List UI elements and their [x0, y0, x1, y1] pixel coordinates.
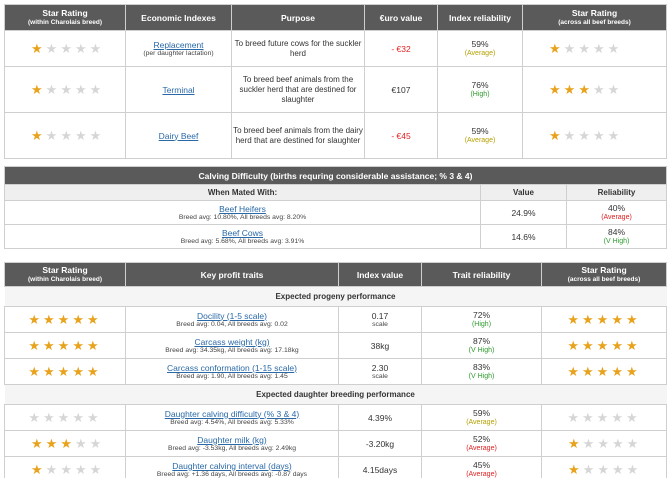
- star-icon: ★: [625, 337, 641, 353]
- trait-reliability: 87% (V High): [422, 333, 542, 359]
- star-icon: ★: [607, 40, 623, 56]
- star-icon: ★: [597, 435, 612, 451]
- star-icon: ★: [596, 363, 612, 379]
- star-icon: ★: [74, 40, 90, 56]
- star-icon: ★: [28, 363, 44, 379]
- header-star-rating-within: Star Rating (within Charolais breed): [5, 263, 126, 287]
- star-icon: ★: [28, 337, 44, 353]
- star-icon: ★: [31, 127, 46, 143]
- daughter-performance-heading: Expected daughter breeding performance: [5, 385, 667, 405]
- star-icon: ★: [57, 409, 73, 425]
- star-rating-across: [523, 113, 667, 159]
- trait-reliability: 72% (High): [422, 307, 542, 333]
- star-rating-across: [523, 67, 667, 113]
- star-icon: ★: [43, 409, 58, 425]
- star-rating-across: [542, 431, 667, 457]
- star-icon: ★: [45, 435, 61, 451]
- star-icon: ★: [86, 409, 102, 425]
- star-rating-within: [5, 359, 126, 385]
- carcass-weight-link[interactable]: Carcass weight (kg): [194, 336, 270, 347]
- star-icon: ★: [607, 81, 623, 97]
- star-icon: ★: [74, 127, 90, 143]
- purpose-text: To breed beef animals from the suckler herd that are destined for slaughter: [232, 67, 365, 113]
- euro-value: - €45: [365, 113, 438, 159]
- star-icon: ★: [578, 40, 593, 56]
- star-rating-within: [5, 405, 126, 431]
- euro-value: - €32: [365, 31, 438, 67]
- beef-heifers-link[interactable]: Beef Heifers: [219, 203, 266, 214]
- star-icon: ★: [89, 81, 105, 97]
- key-profit-traits-table: [4, 262, 667, 478]
- star-icon: ★: [563, 127, 579, 143]
- star-icon: ★: [72, 363, 87, 379]
- euro-value: €107: [365, 67, 438, 113]
- star-icon: ★: [607, 127, 623, 143]
- star-icon: ★: [57, 363, 73, 379]
- star-icon: ★: [74, 81, 90, 97]
- header-trait-reliability: Trait reliability: [422, 263, 542, 287]
- header-index-reliability: Index reliability: [438, 5, 523, 31]
- star-icon: ★: [31, 81, 46, 97]
- star-icon: ★: [57, 337, 73, 353]
- star-rating-across: [542, 333, 667, 359]
- index-value: 2.30 scale: [339, 359, 422, 385]
- star-icon: ★: [611, 461, 627, 477]
- star-icon: ★: [563, 81, 579, 97]
- daughter-calving-interval-link[interactable]: Daughter calving interval (days): [172, 460, 292, 471]
- header-reliability: Reliability: [567, 185, 667, 201]
- star-icon: ★: [563, 40, 579, 56]
- star-rating-across: [542, 457, 667, 478]
- star-icon: ★: [89, 40, 105, 56]
- star-icon: ★: [568, 461, 583, 477]
- header-star-rating-across: Star Rating (across all beef breeds): [542, 263, 667, 287]
- star-icon: ★: [57, 311, 73, 327]
- star-icon: ★: [549, 81, 564, 97]
- header-value: Value: [481, 185, 567, 201]
- star-icon: ★: [28, 409, 44, 425]
- star-icon: ★: [31, 461, 46, 477]
- star-icon: ★: [60, 461, 75, 477]
- header-purpose: Purpose: [232, 5, 365, 31]
- star-icon: ★: [74, 435, 90, 451]
- dairy-beef-index-link[interactable]: Dairy Beef: [158, 130, 199, 141]
- star-rating-within: [5, 31, 126, 67]
- star-icon: ★: [89, 127, 105, 143]
- star-icon: ★: [592, 40, 608, 56]
- docility-link[interactable]: Docility (1-5 scale): [197, 310, 267, 321]
- table-row: ★★★★★ Carcass conformation (1-15 scale) Breed avg: 1.90, All breeds avg: 1.45 2.30 scale 83% (V High) ★★★★★: [5, 359, 667, 385]
- beef-cows-link[interactable]: Beef Cows: [221, 227, 264, 238]
- trait-reliability: 83% (V High): [422, 359, 542, 385]
- star-icon: ★: [549, 40, 564, 56]
- star-icon: ★: [567, 409, 583, 425]
- index-value: 4.39%: [339, 405, 422, 431]
- economic-header-row: [5, 5, 667, 31]
- star-icon: ★: [45, 461, 61, 477]
- star-rating-within: [5, 457, 126, 478]
- traits-header-row: [5, 263, 667, 287]
- economic-indexes-table: [4, 4, 667, 159]
- calving-value: 24.9%: [481, 201, 567, 225]
- table-row: [5, 113, 667, 159]
- index-reliability: 59% (Average): [438, 113, 523, 159]
- star-icon: ★: [45, 81, 61, 97]
- star-icon: ★: [596, 409, 612, 425]
- star-icon: ★: [611, 409, 626, 425]
- star-icon: ★: [31, 40, 46, 56]
- index-value: -3.20kg: [339, 431, 422, 457]
- star-icon: ★: [43, 363, 58, 379]
- star-rating-within: [5, 431, 126, 457]
- star-icon: ★: [72, 337, 87, 353]
- star-icon: ★: [582, 337, 597, 353]
- star-icon: ★: [611, 337, 626, 353]
- star-icon: ★: [45, 127, 61, 143]
- star-icon: ★: [60, 435, 75, 451]
- star-rating-across: [542, 359, 667, 385]
- star-rating-within: [5, 113, 126, 159]
- table-row: ★★★★★ Docility (1-5 scale) Breed avg: 0.04, All breeds avg: 0.02 0.17 scale 72% (High) ★★★★★: [5, 307, 667, 333]
- terminal-index-link[interactable]: Terminal: [162, 84, 195, 95]
- star-icon: ★: [596, 337, 612, 353]
- star-icon: ★: [611, 435, 627, 451]
- star-icon: ★: [625, 363, 641, 379]
- header-star-rating-within: Star Rating (within Charolais breed): [5, 5, 126, 31]
- index-value: 4.15days: [339, 457, 422, 478]
- table-row: ★★★★★ Daughter milk (kg) Breed avg: -3.53kg, All breeds avg: 2.49kg -3.20kg 52% (Average) ★★★★★: [5, 431, 667, 457]
- star-rating-across: [523, 31, 667, 67]
- star-icon: ★: [582, 311, 597, 327]
- daughter-calving-difficulty-link[interactable]: Daughter calving difficulty (% 3 & 4): [164, 408, 300, 419]
- table-row: ★★★★★ Daughter calving interval (days) Breed avg: +1.36 days, All breeds avg: -0.87 days 4.15days 45% (Average) ★★★★★: [5, 457, 667, 478]
- star-rating-across: [542, 307, 667, 333]
- calving-header-row: [5, 185, 667, 201]
- star-icon: ★: [592, 81, 608, 97]
- calving-difficulty-table: [4, 166, 667, 249]
- trait-reliability: 52% (Average): [422, 431, 542, 457]
- header-star-rating-across: Star Rating (across all beef breeds): [523, 5, 667, 31]
- calving-difficulty-title: Calving Difficulty (births requring considerable assistance; % 3 & 4): [5, 167, 667, 185]
- star-icon: ★: [43, 337, 58, 353]
- star-icon: ★: [60, 81, 75, 97]
- star-icon: ★: [578, 127, 593, 143]
- carcass-conformation-link[interactable]: Carcass conformation (1-15 scale): [167, 362, 297, 373]
- header-key-profit-traits: Key profit traits: [126, 263, 339, 287]
- star-icon: ★: [89, 435, 105, 451]
- star-icon: ★: [86, 337, 102, 353]
- index-reliability: 59% (Average): [438, 31, 523, 67]
- calving-value: 14.6%: [481, 225, 567, 249]
- star-icon: ★: [596, 311, 612, 327]
- table-row: ★★★★★ Daughter calving difficulty (% 3 & 4) Breed avg: 4.54%, All breeds avg: 5.33% 4.39% 59% (Average) ★★★★★: [5, 405, 667, 431]
- star-icon: ★: [86, 311, 102, 327]
- index-value: 0.17 scale: [339, 307, 422, 333]
- star-icon: ★: [45, 40, 61, 56]
- calving-reliability: 40% (Average): [567, 201, 667, 225]
- star-icon: ★: [28, 311, 44, 327]
- star-icon: ★: [578, 81, 593, 97]
- star-icon: ★: [567, 311, 583, 327]
- table-row: ★★★★★ Replacement (per daughter lactation) To breed future cows for the suckler herd - €32 59% (Average) ★★★★★: [5, 31, 667, 67]
- star-icon: ★: [582, 461, 598, 477]
- star-icon: ★: [582, 409, 597, 425]
- star-rating-across: [542, 405, 667, 431]
- table-row: [5, 67, 667, 113]
- star-rating-within: [5, 67, 126, 113]
- star-icon: ★: [567, 363, 583, 379]
- table-row: Beef Cows Breed avg: 5.68%, All breeds avg: 3.91% 14.6% 84% (V High): [5, 225, 667, 249]
- star-icon: ★: [625, 409, 641, 425]
- table-row: ★★★★★ Carcass weight (kg) Breed avg: 34.35kg, All breeds avg: 17.18kg 38kg 87% (V High) ★★★★★: [5, 333, 667, 359]
- star-icon: ★: [72, 409, 87, 425]
- star-icon: ★: [582, 363, 597, 379]
- star-icon: ★: [60, 127, 75, 143]
- header-index-value: Index value: [339, 263, 422, 287]
- index-value: 38kg: [339, 333, 422, 359]
- star-icon: ★: [86, 363, 102, 379]
- star-icon: ★: [611, 311, 626, 327]
- star-icon: ★: [592, 127, 608, 143]
- purpose-text: To breed beef animals from the dairy herd that are destined for slaughter: [232, 113, 365, 159]
- star-icon: ★: [626, 461, 642, 477]
- star-icon: ★: [89, 461, 105, 477]
- replacement-index-link[interactable]: Replacement: [153, 39, 204, 50]
- trait-reliability: 59% (Average): [422, 405, 542, 431]
- star-icon: ★: [74, 461, 90, 477]
- star-rating-within: [5, 333, 126, 359]
- calving-reliability: 84% (V High): [567, 225, 667, 249]
- header-economic-indexes: Economic Indexes: [126, 5, 232, 31]
- header-euro-value: €uro value: [365, 5, 438, 31]
- star-icon: ★: [568, 435, 583, 451]
- star-icon: ★: [626, 435, 642, 451]
- star-icon: ★: [60, 40, 75, 56]
- header-when-mated: When Mated With:: [5, 185, 481, 201]
- trait-reliability: 45% (Average): [422, 457, 542, 478]
- star-icon: ★: [582, 435, 598, 451]
- star-icon: ★: [72, 311, 87, 327]
- purpose-text: To breed future cows for the suckler herd: [232, 31, 365, 67]
- daughter-milk-link[interactable]: Daughter milk (kg): [197, 434, 267, 445]
- star-icon: ★: [549, 127, 564, 143]
- star-rating-within: [5, 307, 126, 333]
- index-reliability: 76% (High): [438, 67, 523, 113]
- star-icon: ★: [611, 363, 626, 379]
- table-row: Beef Heifers Breed avg: 10.80%, All breeds avg: 8.20% 24.9% 40% (Average): [5, 201, 667, 225]
- star-icon: ★: [597, 461, 612, 477]
- star-icon: ★: [625, 311, 641, 327]
- star-icon: ★: [31, 435, 46, 451]
- star-icon: ★: [567, 337, 583, 353]
- progeny-performance-heading: Expected progeny performance: [5, 287, 667, 307]
- star-icon: ★: [43, 311, 58, 327]
